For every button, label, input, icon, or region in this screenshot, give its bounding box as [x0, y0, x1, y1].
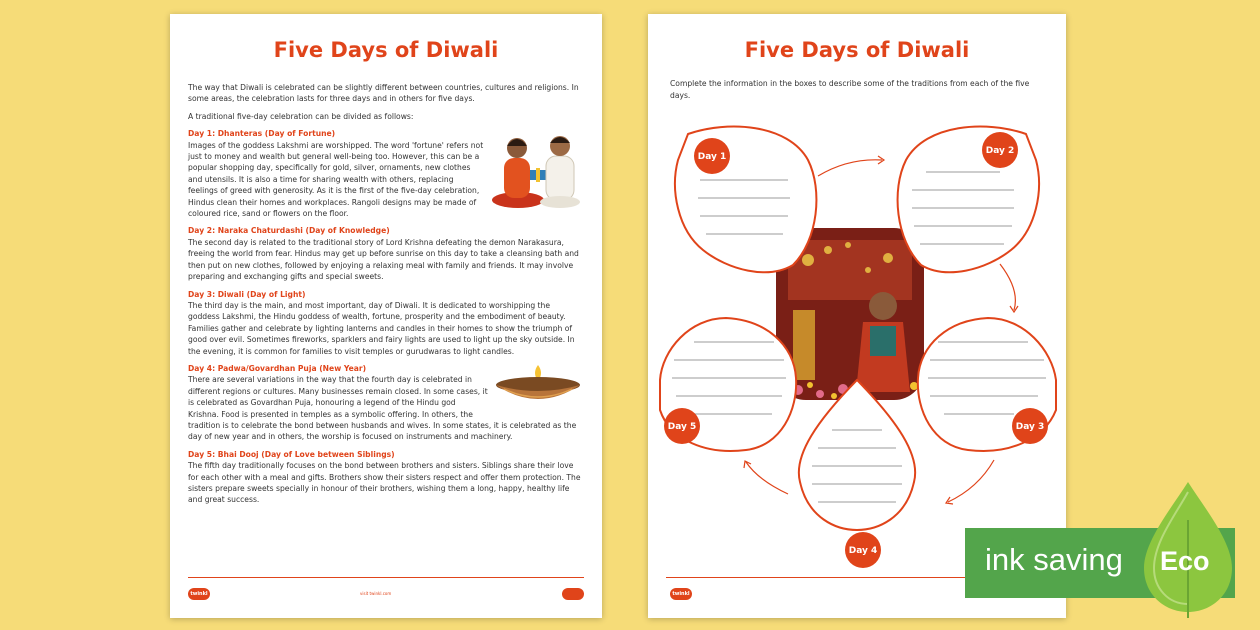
- day-2-heading: Day 2: Naraka Chaturdashi (Day of Knowledge): [188, 226, 390, 236]
- sheet-title: Five Days of Diwali: [273, 38, 499, 62]
- day-5-label: Day 5: [667, 422, 697, 432]
- children-gift-illustration: [490, 128, 582, 210]
- twinkl-logo: twinkl: [670, 588, 692, 600]
- day-5-heading: Day 5: Bhai Dooj (Day of Love between Siblings): [188, 449, 395, 459]
- day-3-label: Day 3: [1015, 422, 1045, 432]
- sheet-body: [188, 82, 582, 512]
- day-2-label: Day 2: [985, 146, 1015, 156]
- arrow-1-2: [818, 160, 882, 176]
- day-3-text: The third day is the main, and most important, day of Diwali. It is dedicated to worshipping the goddess Lakshmi, the Hindu goddess of wealth, fortune, prosperity and the embodiment of beauty. Families gather and celebrate by lighting lanterns and candles in their homes to show the triumph of good over evil. Sometimes fireworks, sparklers and fairy lights are used to light up the sky outside. In the evening, it is common for families to visit temples or gurudwaras to light candles.: [188, 300, 575, 356]
- footer-divider: [188, 577, 584, 578]
- day-1-label: Day 1: [697, 152, 727, 162]
- arrow-2-3: [1000, 264, 1015, 310]
- day-3-heading: Day 3: Diwali (Day of Light): [188, 289, 306, 299]
- arrow-3-4: [948, 460, 994, 502]
- twinkl-logo: twinkl: [188, 588, 210, 600]
- day-4-text: There are several variations in the way that the fourth day is celebrated in different regions or cultures. Many businesses remain closed. In some cases, it is celebrated as Govardhan Puja, honouring a legend of the Hindu god Krishna. Food is presented in temples as a symbolic offering. In others, the tradition is to celebrate the bond between husbands and wives. In some states, it is celebrated as the day of new year and in others, the worship is focused on instruments and machinery.: [188, 375, 577, 442]
- info-sheet: [170, 14, 602, 618]
- twinkl-logo-right: [562, 588, 584, 600]
- day-4-label: Day 4: [848, 546, 878, 556]
- day-1-text: Images of the goddess Lakshmi are worshipped. The word 'fortune' refers not just to money and wealth but general well-being too. However, this can be a popular shopping day, specifically for gold, silver, ornaments, new clothes and utensils. It is also a time for sharing wealth with others, replacing feelings of greed with generosity. As it is the first of the five-day celebration, Hindus clean their homes and workplaces. Rangoli designs may be made of coloured rice, sand or flowers on the floor.: [188, 140, 484, 219]
- diya-lamp-illustration: [494, 363, 582, 407]
- day-1-heading: Day 1: Dhanteras (Day of Fortune): [188, 129, 336, 139]
- worksheet-title: Five Days of Diwali: [744, 38, 970, 62]
- intro-paragraph: The way that Diwali is celebrated can be slightly different between countries, cultures and religions. In some areas, the celebration lasts for three days and in others for five days.: [188, 83, 579, 104]
- worksheet-instructions: Complete the information in the boxes to describe some of the traditions from each of the five days.: [670, 79, 1030, 100]
- petal-diagram: [648, 110, 1066, 580]
- ink-saving-label: ink saving: [985, 542, 1123, 577]
- day-2-text: The second day is related to the traditional story of Lord Krishna defeating the demon Narakasura, freeing the world from fear. Hindus may get up before sunrise on this day to take a cleansing bath and then put on new clothes, followed by enjoying a relaxing meal with family and friends. It may involve preparing and exchanging gifts and special sweets.: [188, 237, 579, 282]
- footer-url: visit twinkl.com: [360, 591, 392, 596]
- lead-paragraph: A traditional five-day celebration can be divided as follows:: [188, 111, 414, 121]
- arrow-4-5: [746, 462, 788, 494]
- day-4-heading: Day 4: Padwa/Govardhan Puja (New Year): [188, 363, 367, 373]
- petal-day-4: [799, 380, 915, 530]
- day-5-text: The fifth day traditionally focuses on the bond between brothers and sisters. Siblings share their love for each other with a meal and gifts. Brothers show their sisters respect and offer them protection. The sisters prepare sweets specially in honour of their brothers, wishing them a long, happy, healthy life and great success.: [188, 461, 581, 505]
- eco-label: Eco: [1160, 546, 1210, 576]
